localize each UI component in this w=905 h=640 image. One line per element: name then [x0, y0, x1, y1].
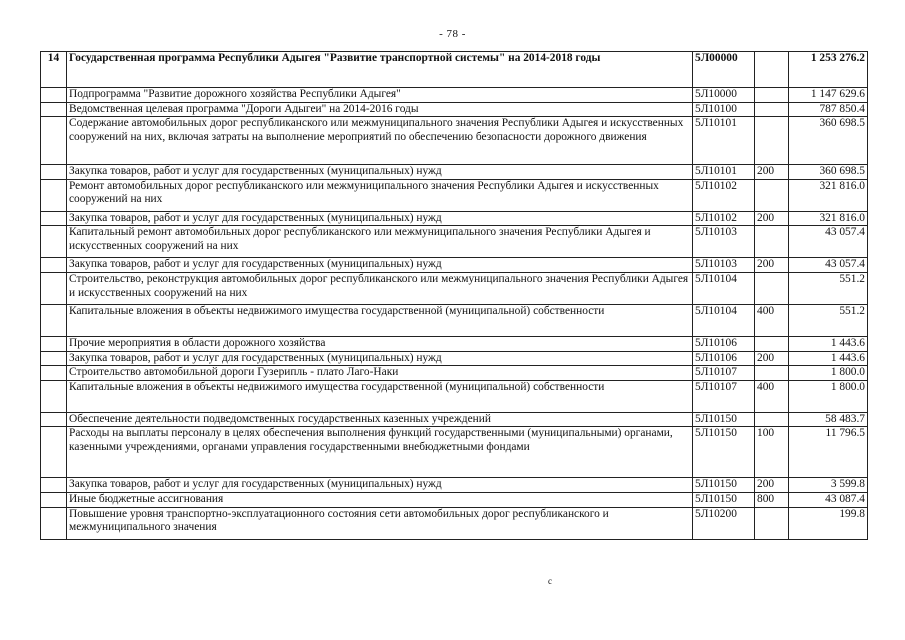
table-row: [41, 258, 868, 273]
item-code: 5Л10107: [693, 366, 755, 381]
table-row: [41, 336, 868, 351]
item-code: 5Л10150: [693, 412, 755, 427]
item-name: Расходы на выплаты персоналу в целях обеспечения выполнения функций государственными (муниципальными) органами, казенными учреждениями, органами управления государственными внебюджетными фондами: [67, 427, 693, 478]
item-sum: 551.2: [789, 304, 868, 336]
item-code: 5Л10106: [693, 336, 755, 351]
item-sum: 1 147 629.6: [789, 88, 868, 103]
item-code: 5Л10102: [693, 179, 755, 211]
item-expense-type: 400: [755, 304, 789, 336]
item-name: Обеспечение деятельности подведомственных государственных казенных учреждений: [67, 412, 693, 427]
item-code: 5Л10000: [693, 88, 755, 103]
row-number-cell: [41, 258, 67, 273]
item-code: 5Л10101: [693, 117, 755, 165]
item-expense-type: [755, 272, 789, 304]
item-name: Закупка товаров, работ и услуг для государственных (муниципальных) нужд: [67, 351, 693, 366]
table-row: [41, 88, 868, 103]
item-code: 5Л10150: [693, 492, 755, 507]
item-expense-type: 200: [755, 211, 789, 226]
table-row: [41, 179, 868, 211]
item-code: 5Л10100: [693, 102, 755, 117]
item-name: Ремонт автомобильных дорог республиканского или межмуниципального значения Республики Адыгея и искусственных сооружений на них: [67, 179, 693, 211]
table-row: [41, 102, 868, 117]
item-name: Капитальные вложения в объекты недвижимого имущества государственной (муниципальной) собственности: [67, 380, 693, 412]
item-sum: 321 816.0: [789, 211, 868, 226]
item-name: Ведомственная целевая программа "Дороги Адыгеи" на 2014-2016 годы: [67, 102, 693, 117]
item-expense-type: 100: [755, 427, 789, 478]
row-number-cell: [41, 412, 67, 427]
table-row: [41, 507, 868, 539]
row-number-cell: [41, 492, 67, 507]
table-row: [41, 272, 868, 304]
item-code: 5Л10150: [693, 427, 755, 478]
table-row: [41, 412, 868, 427]
item-expense-type: 200: [755, 478, 789, 493]
item-sum: 43 057.4: [789, 258, 868, 273]
item-expense-type: [755, 507, 789, 539]
item-code: 5Л10107: [693, 380, 755, 412]
table-row: [41, 478, 868, 493]
row-number-cell: [41, 380, 67, 412]
row-number-cell: [41, 366, 67, 381]
program-code: 5Л00000: [693, 52, 755, 88]
item-expense-type: [755, 88, 789, 103]
row-number-cell: [41, 427, 67, 478]
item-name: Повышение уровня транспортно-эксплуатационного состояния сети автомобильных дорог республиканского и межмуниципального значения: [67, 507, 693, 539]
item-sum: 11 796.5: [789, 427, 868, 478]
item-sum: 1 443.6: [789, 351, 868, 366]
table-row: [41, 351, 868, 366]
row-number-cell: [41, 336, 67, 351]
table-row: [41, 165, 868, 180]
item-sum: 199.8: [789, 507, 868, 539]
item-sum: 787 850.4: [789, 102, 868, 117]
item-code: 5Л10106: [693, 351, 755, 366]
item-code: 5Л10102: [693, 211, 755, 226]
row-number-cell: [41, 507, 67, 539]
item-expense-type: 400: [755, 380, 789, 412]
table-row: [41, 366, 868, 381]
item-sum: 321 816.0: [789, 179, 868, 211]
table-row: [41, 492, 868, 507]
item-sum: 1 800.0: [789, 366, 868, 381]
row-number-cell: [41, 102, 67, 117]
item-expense-type: 200: [755, 351, 789, 366]
item-expense-type: 200: [755, 258, 789, 273]
item-name: Капитальные вложения в объекты недвижимого имущества государственной (муниципальной) собственности: [67, 304, 693, 336]
item-expense-type: [755, 102, 789, 117]
row-number-cell: [41, 304, 67, 336]
item-sum: 43 057.4: [789, 226, 868, 258]
item-sum: 1 800.0: [789, 380, 868, 412]
item-expense-type: 800: [755, 492, 789, 507]
row-number-cell: [41, 211, 67, 226]
item-name: Прочие мероприятия в области дорожного хозяйства: [67, 336, 693, 351]
item-name: Иные бюджетные ассигнования: [67, 492, 693, 507]
item-name: Подпрограмма "Развитие дорожного хозяйства Республики Адыгея": [67, 88, 693, 103]
page-number: - 78 -: [439, 28, 466, 40]
row-number-cell: [41, 117, 67, 165]
item-name: Закупка товаров, работ и услуг для государственных (муниципальных) нужд: [67, 478, 693, 493]
item-expense-type: [755, 117, 789, 165]
item-name: Содержание автомобильных дорог республиканского или межмуниципального значения Республики Адыгея и искусственных сооружений на них, включая затраты на выполнение мероприятий по обеспечению безопасности дорожного движения: [67, 117, 693, 165]
row-number-cell: [41, 478, 67, 493]
item-sum: 360 698.5: [789, 117, 868, 165]
row-number: 14: [41, 52, 67, 88]
row-number-cell: [41, 165, 67, 180]
table-row: [41, 427, 868, 478]
item-expense-type: [755, 336, 789, 351]
program-name: Государственная программа Республики Адыгея "Развитие транспортной системы" на 2014-2018 годы: [67, 52, 693, 88]
item-sum: 43 087.4: [789, 492, 868, 507]
item-name: Закупка товаров, работ и услуг для государственных (муниципальных) нужд: [67, 258, 693, 273]
row-number-cell: [41, 351, 67, 366]
item-sum: 1 443.6: [789, 336, 868, 351]
table-row: [41, 226, 868, 258]
program-header-row: [41, 52, 868, 88]
table-row: [41, 211, 868, 226]
item-code: 5Л10101: [693, 165, 755, 180]
item-sum: 360 698.5: [789, 165, 868, 180]
item-name: Капитальный ремонт автомобильных дорог республиканского или межмуниципального значения Республики Адыгея и искусственных сооружений на них: [67, 226, 693, 258]
item-expense-type: [755, 366, 789, 381]
item-name: Закупка товаров, работ и услуг для государственных (муниципальных) нужд: [67, 165, 693, 180]
item-name: Закупка товаров, работ и услуг для государственных (муниципальных) нужд: [67, 211, 693, 226]
program-expense-type: [755, 52, 789, 88]
item-expense-type: [755, 226, 789, 258]
budget-table: [40, 51, 868, 540]
program-sum: 1 253 276.2: [789, 52, 868, 88]
item-expense-type: [755, 179, 789, 211]
item-code: 5Л10150: [693, 478, 755, 493]
item-code: 5Л10103: [693, 258, 755, 273]
item-expense-type: [755, 412, 789, 427]
row-number-cell: [41, 179, 67, 211]
item-code: 5Л10200: [693, 507, 755, 539]
item-sum: 58 483.7: [789, 412, 868, 427]
item-code: 5Л10104: [693, 272, 755, 304]
item-name: Строительство, реконструкция автомобильных дорог республиканского или межмуниципального значения Республики Адыгея и искусственных сооружений на них: [67, 272, 693, 304]
table-row: [41, 304, 868, 336]
table-row: [41, 380, 868, 412]
item-sum: 551.2: [789, 272, 868, 304]
item-code: 5Л10103: [693, 226, 755, 258]
item-expense-type: 200: [755, 165, 789, 180]
footer-mark: c: [548, 576, 552, 586]
row-number-cell: [41, 272, 67, 304]
row-number-cell: [41, 226, 67, 258]
item-sum: 3 599.8: [789, 478, 868, 493]
row-number-cell: [41, 88, 67, 103]
item-name: Строительство автомобильной дороги Гузерипль - плато Лаго-Наки: [67, 366, 693, 381]
table-row: [41, 117, 868, 165]
item-code: 5Л10104: [693, 304, 755, 336]
